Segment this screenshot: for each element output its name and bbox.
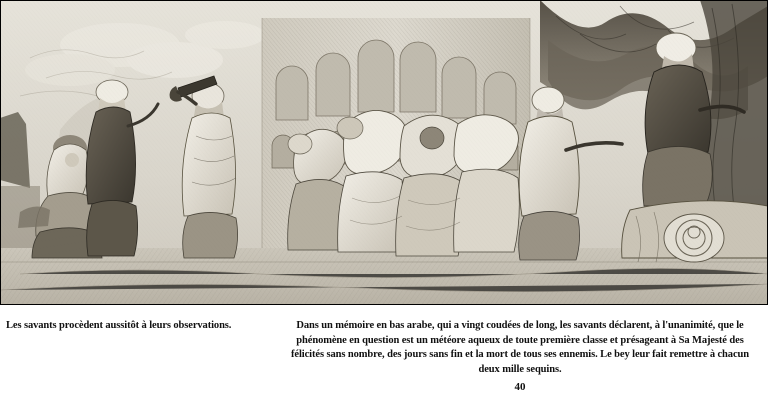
page-number: 40 xyxy=(514,381,526,393)
caption-area xyxy=(0,305,768,405)
caption-left: Les savants procèdent aussitôt à leurs observations. xyxy=(6,320,232,331)
caption-right: Dans un mémoire en bas arabe, qui a vingt coudées de long, les savants déclarent, à l'unanimité, que le phénomène en question est un météore aqueux de toute première classe et présageant à Sa Majesté des félicités sans nombre, des jours sans fin et la mort de tous ses ennemis. Le bey leur fait remettre à chacun deux mille sequins. xyxy=(291,320,749,375)
